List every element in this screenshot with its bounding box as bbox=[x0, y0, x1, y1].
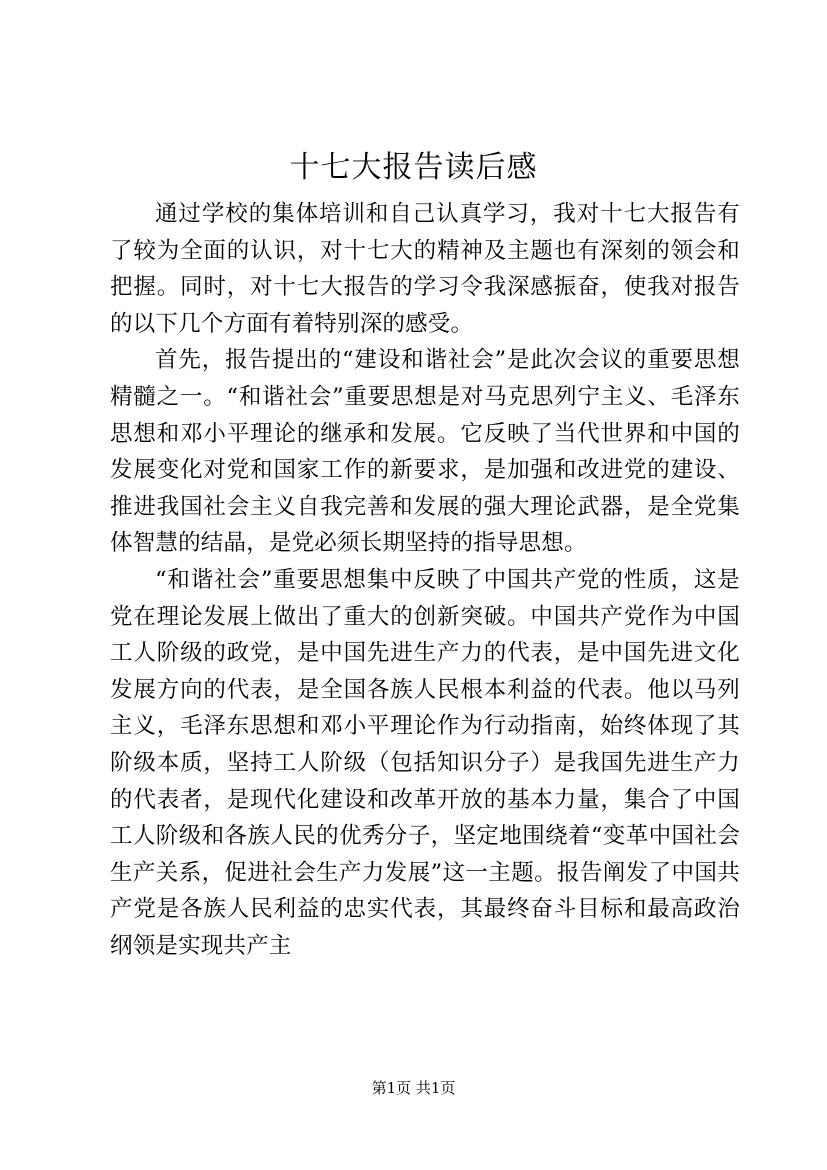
page-footer: 第1页 共1页 bbox=[371, 1079, 456, 1097]
paragraph-1: 通过学校的集体培训和自己认真学习，我对十七大报告有了较为全面的认识，对十七大的精神及主题也有深刻的领会和把握。同时，对十七大报告的学习令我深感振奋，使我对报告的以下几个方面有着特别深的感受。 bbox=[110, 201, 740, 337]
paragraph-3: “和谐社会”重要思想集中反映了中国共产党的性质，这是党在理论发展上做出了重大的创新突破。中国共产党作为中国工人阶级的政党，是中国先进生产力的代表，是中国先进文化发展方向的代表，是全国各族人民根本利益的代表。他以马列主义，毛泽东思想和邓小平理论作为行动指南，始终体现了其阶级本质，坚持工人阶级（包括知识分子）是我国先进生产力的代表者，是现代化建设和改革开放的基本力量，集合了中国工人阶级和各族人民的优秀分子，坚定地围绕着“变革中国社会生产关系，促进社会生产力发展”这一主题。报告阐发了中国共产党是各族人民利益的忠实代表，其最终奋斗目标和最高政治纲领是实现共产主 bbox=[110, 566, 740, 959]
document-body bbox=[110, 196, 740, 964]
document-title: 十七大报告读后感 bbox=[289, 150, 538, 185]
paragraph-2: 首先，报告提出的“建设和谐社会”是此次会议的重要思想精髓之一。“和谐社会”重要思想是对马克思列宁主义、毛泽东思想和邓小平理论的继承和发展。它反映了当代世界和中国的发展变化对党和国家工作的新要求，是加强和改进党的建设、推进我国社会主义自我完善和发展的强大理论武器，是全党集体智慧的结晶，是党必须长期坚持的指导思想。 bbox=[110, 347, 740, 557]
